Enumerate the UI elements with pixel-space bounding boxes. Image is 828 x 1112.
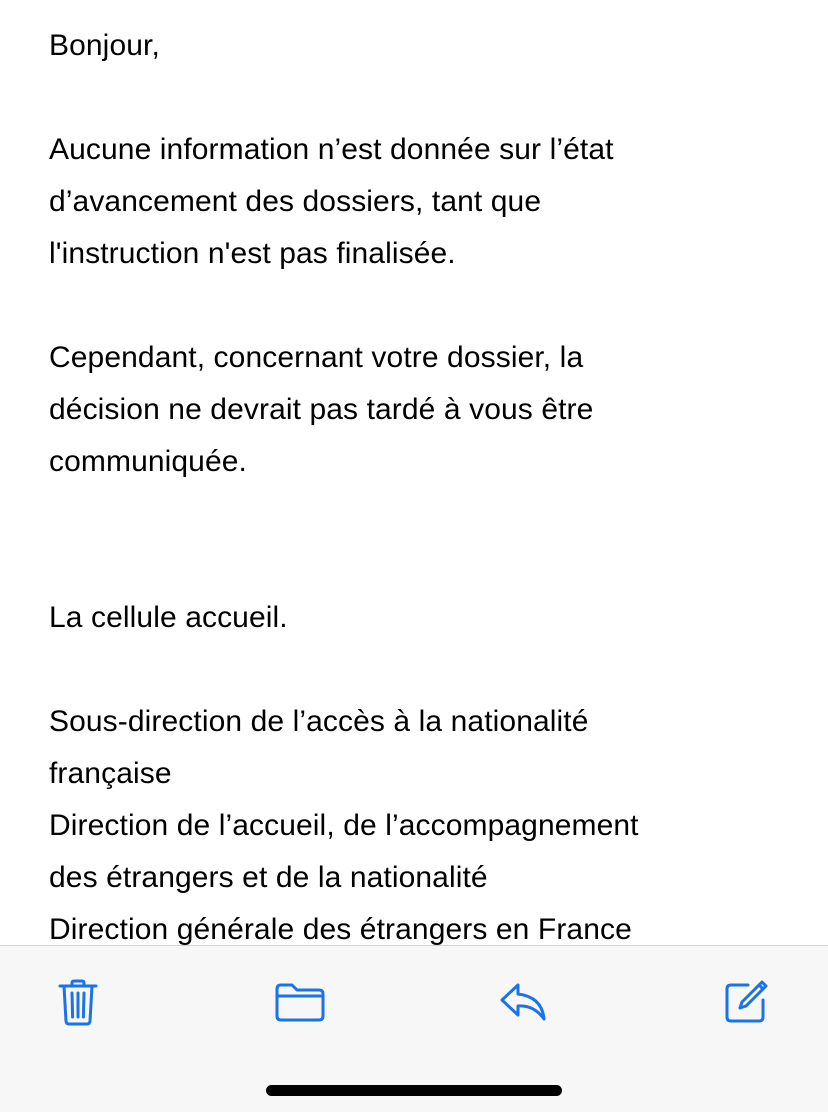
email-paragraph-1: Aucune information n’est donnée sur l’état d’avancement des dossiers, tant que l'instruction n'est pas finalisée.: [49, 133, 614, 270]
paragraph-spacer: [49, 280, 809, 332]
home-indicator[interactable]: [266, 1085, 562, 1096]
delete-button[interactable]: [50, 974, 106, 1030]
move-to-folder-button[interactable]: [272, 974, 328, 1030]
email-signature: La cellule accueil.: [49, 601, 288, 634]
reply-button[interactable]: [495, 974, 551, 1030]
compose-button[interactable]: [718, 974, 774, 1030]
paragraph-spacer: [49, 488, 809, 592]
reply-icon: [498, 981, 548, 1023]
signature-org-line-1: Sous-direction de l’accès à la nationalité française: [49, 705, 589, 790]
signature-org-line-2: Direction de l’accueil, de l’accompagnement des étrangers et de la nationalité: [49, 809, 639, 894]
trash-icon: [56, 978, 100, 1026]
paragraph-spacer: [49, 72, 809, 124]
paragraph-spacer: [49, 644, 809, 696]
email-body: [49, 20, 809, 945]
compose-icon: [722, 978, 770, 1026]
email-paragraph-2: Cependant, concernant votre dossier, la décision ne devrait pas tardé à vous être communiquée.: [49, 341, 594, 478]
folder-icon: [274, 981, 326, 1023]
signature-org-line-3: Direction générale des étrangers en France: [49, 913, 632, 945]
email-greeting: Bonjour,: [49, 29, 160, 62]
